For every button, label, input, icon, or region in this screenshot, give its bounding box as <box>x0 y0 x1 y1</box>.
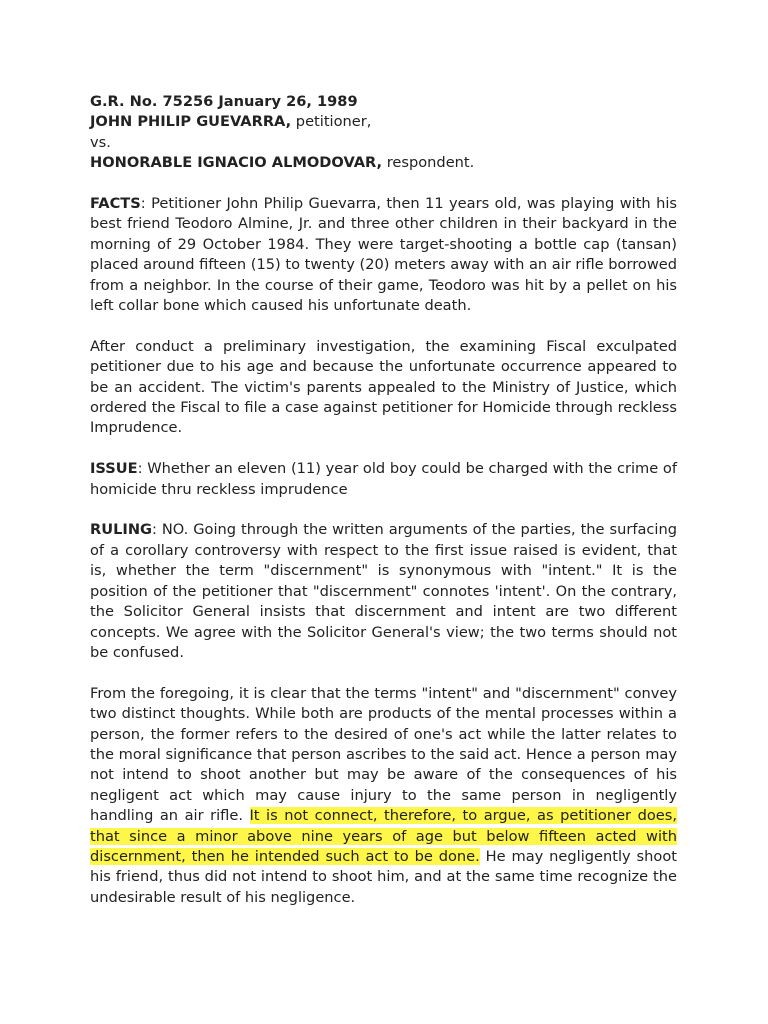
issue-label: ISSUE <box>90 460 138 478</box>
case-number: G.R. No. 75256 January 26, 1989 <box>90 93 358 110</box>
document-page <box>90 92 677 908</box>
ruling-label: RULING <box>90 521 153 539</box>
ruling-text: : NO. Going through the written arguments of the parties, the surfacing of a corollary controversy with respect to the first issue raised is evident, that is, whether the term "discernment" is synonymous with "intent." It is the position of the petitioner that "discernment" connotes 'intent'. On the contrary, the Solicitor General insists that discernment and intent are two different concepts. We agree with the Solicitor General's view; the two terms should not be confused. <box>90 521 677 661</box>
ruling-2-text-after: He may negligently shoot his friend, thus did not intend to shoot him, and at the same time recognize the undesirable result of his negligence. <box>90 847 677 906</box>
respondent-name: HONORABLE IGNACIO ALMODOVAR, <box>90 154 383 172</box>
versus-line <box>90 133 677 153</box>
versus-text: vs. <box>90 133 111 151</box>
highlighted-text: It is not connect, therefore, to argue, as petitioner does, that since a minor above nine years of age but below fifteen acted with discernment, then he intended such act to be done. <box>90 807 678 865</box>
facts-text: : Petitioner John Philip Guevarra, then 11 years old, was playing with his best friend Teodoro Almine, Jr. and three other children in their backyard in the morning of 29 October 1984. They were target-shooting a bottle cap (tansan) placed around fifteen (15) to twenty (20) meters away with an air rifle borrowed from a neighbor. In the course of their game, Teodoro was hit by a pellet on his left collar bone which caused his unfortunate death. <box>90 195 678 315</box>
petitioner-name: JOHN PHILIP GUEVARRA, <box>90 113 292 131</box>
issue-paragraph <box>90 459 677 500</box>
facts-paragraph <box>90 194 677 316</box>
facts-paragraph-2 <box>90 337 677 439</box>
ruling-paragraph-2 <box>90 684 677 908</box>
case-number-line <box>90 92 677 112</box>
facts-label: FACTS <box>90 195 141 213</box>
respondent-line <box>90 153 677 173</box>
ruling-2-text-before: From the foregoing, it is clear that the terms "intent" and "discernment" convey two distinct thoughts. While both are products of the mental processes within a person, the former refers to the desired of one's act while the latter relates to the moral significance that person ascribes to the said act. Hence a person may not intend to shoot another but may be aware of the consequences of his negligent act which may cause injury to the same person in negligently handling an air rifle. <box>90 684 677 825</box>
petitioner-line <box>90 112 677 132</box>
ruling-paragraph <box>90 520 677 663</box>
facts-2-text: After conduct a preliminary investigation, the examining Fiscal exculpated petitioner due to his age and because the unfortunate occurrence appeared to be an accident. The victim's parents appealed to the Ministry of Justice, which ordered the Fiscal to file a case against petitioner for Homicide through reckless Imprudence. <box>90 337 677 437</box>
petitioner-role: petitioner, <box>291 113 372 131</box>
respondent-role: respondent. <box>382 154 475 172</box>
issue-text: : Whether an eleven (11) year old boy could be charged with the crime of homicide thru reckless imprudence <box>90 460 677 498</box>
